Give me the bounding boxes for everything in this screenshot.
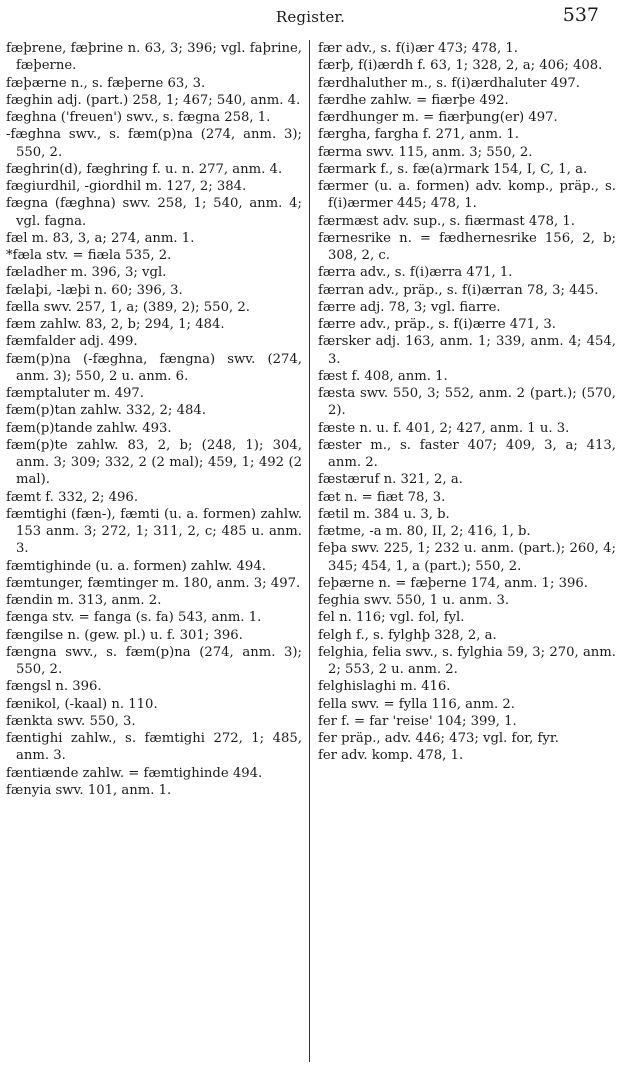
register-entry: fætme, -a m. 80, II, 2; 416, 1, b. (318, 524, 531, 539)
register-entry: færdhunger m. = fiærþung(er) 497. (318, 110, 558, 125)
register-entry: fængsl n. 396. (6, 679, 102, 695)
register-entry: felgh f., s. fylghþ 328, 2, a. (318, 627, 497, 643)
register-entry: fængilse n. (gew. pl.) u. f. 301; 396. (6, 627, 243, 643)
register-entry: fægiurdhil, -giordhil m. 127, 2; 384. (6, 179, 247, 194)
left-column (6, 40, 302, 799)
register-entry: fæl m. 83, 3, a; 274, anm. 1. (6, 230, 195, 246)
register-entry: færre adj. 78, 3; vgl. fiarre. (318, 299, 501, 315)
register-entry: fæþrene, fæþrine n. 63, 3; 396; vgl. faþrine, fæþerne. (6, 41, 302, 74)
register-entry: færþ, f(i)ærdh f. 63, 1; 328, 2, a; 406; 408. (318, 58, 603, 74)
register-entry: fæm zahlw. 83, 2, b; 294, 1; 484. (6, 317, 225, 332)
register-entry: feþærne n. = fæþerne 174, anm. 1; 396. (318, 575, 588, 591)
register-entry: fænkta swv. 550, 3. (6, 713, 136, 729)
register-entry: færdhaluther m., s. f(i)ærdhaluter 497. (318, 75, 580, 91)
register-entry: fæm(p)te zahlw. 83, 2, b; (248, 1); 304, anm. 3; 309; 332, 2 (2 mal); 459, 1; 492 (2 mal). (6, 437, 302, 488)
register-entry: fer f. = far 'reise' 104; 399, 1. (318, 713, 517, 729)
register-entry: fætil m. 384 u. 3, b. (318, 506, 450, 522)
register-entry: fæm(p)tande zahlw. 493. (6, 420, 172, 436)
register-entry: færran adv., präp., s. f(i)ærran 78, 3; 445. (318, 282, 599, 298)
register-entry: fæt n. = fiæt 78, 3. (318, 489, 446, 505)
register-entry: fæmtunger, fæmtinger m. 180, anm. 3; 497. (6, 575, 301, 591)
register-entry: færgha, fargha f. 271, anm. 1. (318, 127, 519, 143)
register-entry: fæm(p)tan zahlw. 332, 2; 484. (6, 403, 206, 419)
register-entry: fængna swv., s. fæm(p)na (274, anm. 3); 550, 2. (6, 644, 302, 677)
register-entry: fænga stv. = fanga (s. fa) 543, anm. 1. (6, 610, 262, 626)
register-entry: færra adv., s. f(i)ærra 471, 1. (318, 265, 513, 281)
register-entry: fæste n. u. f. 401, 2; 427, anm. 1 u. 3. (318, 420, 570, 436)
register-entry: fænikol, (-kaal) n. 110. (6, 696, 158, 712)
column-divider (309, 40, 310, 1062)
register-entry: -fæghna swv., s. fæm(p)na (274, anm. 3); 550, 2. (6, 127, 302, 160)
register-entry: fæster m., s. faster 407; 409, 3, a; 413, anm. 2. (318, 437, 616, 470)
register-entry: færre adv., präp., s. f(i)ærre 471, 3. (318, 317, 556, 332)
register-entry: fæghin adj. (part.) 258, 1; 467; 540, anm. 4. (6, 92, 301, 108)
register-entry: fel n. 116; vgl. fol, fyl. (318, 610, 465, 626)
register-entry: fæmptaluter m. 497. (6, 386, 144, 401)
register-entry: felghia, felia swv., s. fylghia 59, 3; 270, anm. 2; 553, 2 u. anm. 2. (318, 644, 616, 677)
register-entry: fæst f. 408, anm. 1. (318, 368, 448, 384)
register-entry: fæmtighi (fæn-), fæmti (u. a. formen) zahlw. 153 anm. 3; 272, 1; 311, 2, c; 485 u. anm. 3. (6, 506, 302, 557)
register-entry: fæmtighinde (u. a. formen) zahlw. 494. (6, 558, 266, 574)
register-entry: fæghna ('freuen') swv., s. fægna 258, 1. (6, 110, 271, 125)
register-entry: fæghrin(d), fæghring f. u. n. 277, anm. 4. (6, 161, 283, 177)
register-entry: færnesrike n. = fædhernesrike 156, 2, b; 308, 2, c. (318, 230, 616, 263)
right-column (318, 40, 616, 765)
register-entry: fæstæruf n. 321, 2, a. (318, 472, 463, 488)
register-entry: fæntighi zahlw., s. fæmtighi 272, 1; 485, anm. 3. (6, 731, 302, 764)
register-entry: færmer (u. a. formen) adv. komp., präp., s. f(i)ærmer 445; 478, 1. (318, 179, 616, 212)
page-header (0, 4, 621, 30)
register-entry: fella swv. = fylla 116, anm. 2. (318, 696, 515, 712)
register-entry: felghislaghi m. 416. (318, 679, 451, 695)
register-entry: fæladher m. 396, 3; vgl. (6, 265, 167, 281)
register-entry: fær adv., s. f(i)ær 473; 478, 1. (318, 41, 518, 56)
register-entry: fæntiænde zahlw. = fæmtighinde 494. (6, 765, 263, 781)
register-entry: fæmfalder adj. 499. (6, 334, 138, 350)
register-entry: feþa swv. 225, 1; 232 u. anm. (part.); 260, 4; 345; 454, 1, a (part.); 550, 2. (318, 541, 616, 574)
register-entry: fæþærne n., s. fæþerne 63, 3. (6, 75, 206, 91)
register-entry: fæm(p)na (-fæghna, fængna) swv. (274, anm. 3); 550, 2 u. anm. 6. (6, 351, 302, 384)
register-entry: fæmt f. 332, 2; 496. (6, 489, 139, 505)
register-entry: fæsta swv. 550, 3; 552, anm. 2 (part.); (570, 2). (318, 386, 616, 419)
register-entry: færmæst adv. sup., s. fiærmast 478, 1. (318, 213, 576, 229)
register-entry: fer adv. komp. 478, 1. (318, 748, 464, 764)
register-entry: fer präp., adv. 446; 473; vgl. for, fyr. (318, 731, 559, 746)
register-entry: fændin m. 313, anm. 2. (6, 593, 162, 608)
page-number: 537 (562, 4, 599, 26)
register-entry: *fæla stv. = fiæla 535, 2. (6, 248, 172, 263)
register-entry: fægna (fæghna) swv. 258, 1; 540, anm. 4; vgl. fagna. (6, 196, 302, 229)
register-entry: feghia swv. 550, 1 u. anm. 3. (318, 593, 510, 608)
register-entry: fælaþi, -læþi n. 60; 396, 3. (6, 282, 183, 298)
register-entry: færma swv. 115, anm. 3; 550, 2. (318, 144, 533, 160)
register-entry: fælla swv. 257, 1, a; (389, 2); 550, 2. (6, 299, 250, 315)
register-entry: færmark f., s. fæ(a)rmark 154, I, C, 1, a. (318, 161, 588, 177)
register-entry: færsker adj. 163, anm. 1; 339, anm. 4; 454, 3. (318, 334, 616, 367)
running-title: Register. (275, 8, 346, 26)
register-entry: fænyia swv. 101, anm. 1. (6, 782, 172, 798)
register-entry: færdhe zahlw. = fiærþe 492. (318, 92, 509, 108)
